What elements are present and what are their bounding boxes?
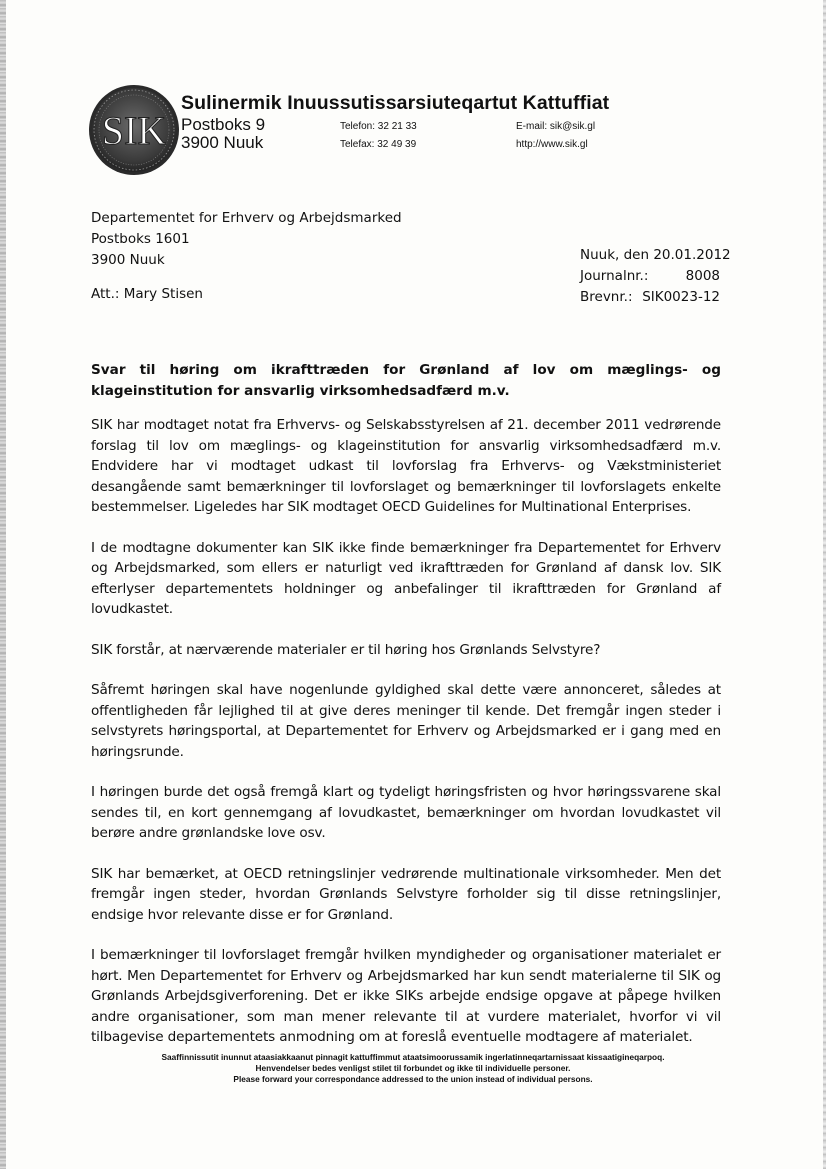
footer-line-greenlandic: Saaffinnissutit inunnut ataasiakkaanut pinnagit kattuffimmut ataatsimoorussamik ingerlatinneqartarnissaat kissaatigineqarpoq.: [161, 1052, 665, 1062]
footer-line-english: Please forward your correspondance addressed to the union instead of individual persons.: [233, 1074, 593, 1084]
body-paragraph: I de modtagne dokumenter kan SIK ikke finde bemærkninger fra Departementet for Erhverv og Arbejdsmarked, som ellers er naturligt ved ikrafttræden for Grønland af dansk lov. SIK efterlyser departementets holdninger og anbefalinger til ikrafttræden for Grønland af lovudkastet.: [91, 539, 721, 617]
recipient-attention: Att.: Mary Stisen: [91, 286, 203, 302]
place-date: Nuuk, den 20.01.2012: [580, 247, 731, 263]
sik-logo: [88, 84, 180, 176]
recipient-line1: Departementet for Erhverv og Arbejdsmarked: [91, 210, 402, 226]
organization-name: Sulinermik Inuussutissarsiuteqartut Kattuffiat: [181, 92, 610, 114]
org-email[interactable]: E-mail: sik@sik.gl: [516, 121, 596, 132]
body-paragraph: SIK har modtaget notat fra Erhvervs- og Selskabsstyrelsen af 21. december 2011 vedrørende forslag til lov om mæglings- og klageinstitution for ansvarlig virksomhedsadfærd m.v. Endvidere har vi modtaget udkast til lovforslag fra Erhvervs- og Vækstministeriet desangående samt bemærkninger til lovforslaget og bemærkninger til lovforslagets enkelte bestemmelser. Ligeledes har SIK modtaget OECD Guidelines for Multinational Enterprises.: [91, 417, 721, 515]
journal-number: 8008: [685, 268, 720, 284]
recipient-line3: 3900 Nuuk: [91, 252, 165, 268]
recipient-line2: Postboks 1601: [91, 231, 190, 247]
recipient-address: [91, 208, 402, 271]
letter-number: SIK0023-12: [642, 289, 720, 305]
letter-number-label: Brevnr.:: [580, 289, 633, 305]
letter-meta: [580, 245, 731, 308]
org-phone: Telefon: 32 21 33: [340, 121, 417, 132]
org-address-line1: Postboks 9: [181, 115, 266, 134]
body-paragraph: SIK forstår, at nærværende materialer er til høring hos Grønlands Selvstyre?: [91, 641, 601, 658]
footer-line-danish: Henvendelser bedes venligst stilet til forbundet og ikke til individuelle personer.: [255, 1063, 571, 1073]
journal-label: Journalnr.:: [580, 268, 649, 284]
scan-edge-left: [0, 0, 6, 1169]
org-fax: Telefax: 32 49 39: [340, 139, 417, 150]
org-website[interactable]: http://www.sik.gl: [516, 139, 588, 150]
letter-subject: Svar til høring om ikrafttræden for Grønland af lov om mæglings- og klageinstitution for ansvarlig virksomhedsadfærd m.v.: [91, 362, 721, 399]
body-paragraph: I høringen burde det også fremgå klart og tydeligt høringsfristen og hvor høringssvarene skal sendes til, en kort gennemgang af lovudkastet, bemærkninger om hvordan lovudkastet vil berøre andre grønlandske love osv.: [91, 784, 721, 841]
body-paragraph: SIK har bemærket, at OECD retningslinjer vedrørende multinationale virksomheder. Men det fremgår ingen steder, hvordan Grønlands Selvstyre forholder sig til disse retningslinjer, endsige hvor relevante disse er for Grønland.: [91, 865, 721, 923]
org-address-line2: 3900 Nuuk: [181, 133, 264, 152]
letter-footer: [100, 1052, 726, 1085]
body-paragraph: Såfremt høringen skal have nogenlunde gyldighed skal dette være annonceret, således at offentligheden får lejlighed til at give deres meninger til kende. Det fremgår ingen steder i selvstyrets høringsportal, at Departementet for Erhverv og Arbejdsmarked er i gang med en høringsrunde.: [91, 682, 721, 760]
body-paragraph: I bemærkninger til lovforslaget fremgår hvilken myndigheder og organisationer materialet er hørt. Men Departementet for Erhverv og Arbejdsmarked har kun sendt materialerne til SIK og Grønlands Arbejdsgiverforening. Det er ikke SIKs arbejde endsige opgave at påpege hvilken andre organisationer, som man mener relevante til at vurdere materialet, hvorfor vi vil tilbagevise departementets anmodning om at foreslå eventuelle modtagere af materialet.: [91, 947, 721, 1045]
letter-body: [91, 415, 721, 1068]
logo-text: SIK: [101, 108, 167, 153]
